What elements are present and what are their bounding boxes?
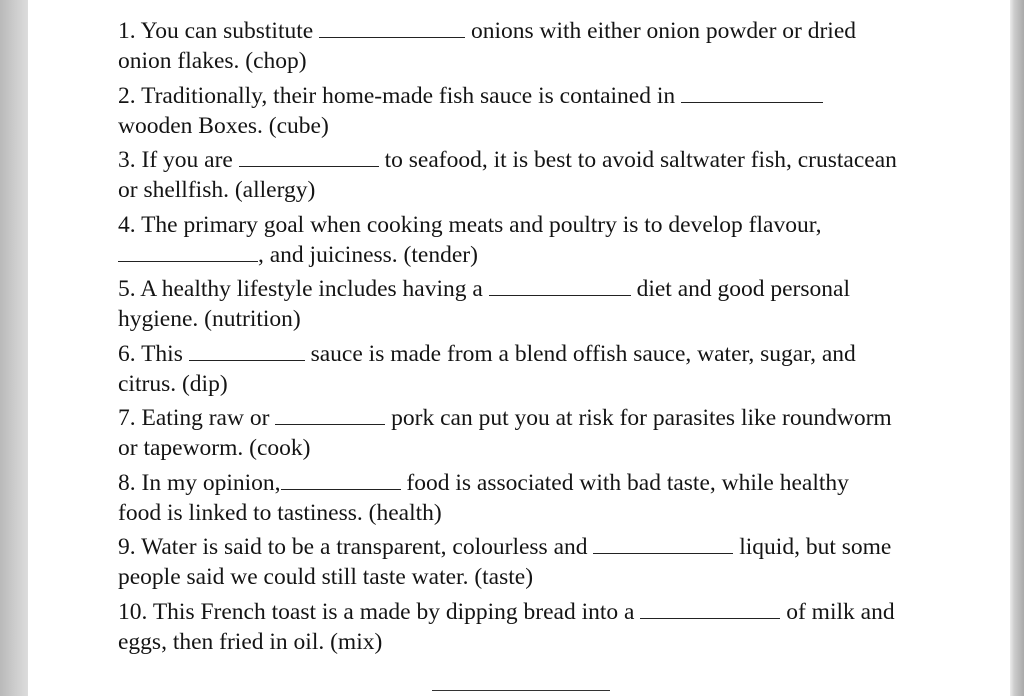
question-6	[118, 339, 988, 399]
question-9-line-1	[118, 532, 988, 562]
question-1-line-2	[118, 46, 988, 76]
question-text: 8. In my opinion,	[118, 469, 281, 496]
question-7	[118, 403, 988, 463]
question-text: onion flakes. (chop)	[118, 48, 307, 74]
answer-blank[interactable]	[275, 406, 385, 425]
question-text: hygiene. (nutrition)	[118, 306, 301, 332]
question-text: people said we could still taste water. (taste)	[118, 564, 534, 590]
answer-blank[interactable]	[489, 277, 631, 296]
question-4	[118, 210, 988, 270]
question-3-line-1	[118, 145, 988, 175]
question-10-line-1	[118, 597, 988, 627]
question-text: 9. Water is said to be a transparent, colourless and	[118, 534, 594, 560]
question-text: diet and good personal	[630, 276, 850, 302]
question-2	[118, 81, 988, 141]
question-3-line-2	[118, 175, 988, 205]
question-text: food is associated with bad taste, while healthy	[400, 469, 849, 496]
answer-blank[interactable]	[118, 243, 258, 262]
question-5-line-2	[118, 304, 988, 334]
question-7-line-1	[118, 403, 988, 433]
question-9	[118, 532, 988, 592]
question-text: 3. If you are	[118, 147, 239, 173]
answer-blank[interactable]	[681, 84, 823, 103]
question-text: 7. Eating raw or	[118, 405, 276, 431]
question-9-line-2	[118, 562, 988, 592]
answer-blank[interactable]	[640, 600, 780, 619]
page-left-edge-shadow	[0, 0, 28, 696]
question-text: , and juiciness. (tender)	[258, 241, 478, 268]
question-text: or shellfish. (allergy)	[118, 177, 316, 203]
answer-blank[interactable]	[239, 148, 379, 167]
question-text: 6. This	[118, 340, 189, 367]
answer-blank[interactable]	[189, 342, 305, 361]
bottom-answer-line	[432, 690, 610, 691]
question-10-line-2	[118, 627, 988, 657]
question-text: 10. This French toast is a made by dipping bread into a	[118, 598, 641, 625]
answer-blank[interactable]	[593, 535, 733, 554]
question-text: eggs, then fried in oil. (mix)	[118, 628, 383, 655]
question-10	[118, 597, 988, 657]
question-text: of milk and	[780, 598, 895, 625]
question-8	[118, 468, 988, 528]
question-4-line-2	[118, 240, 988, 270]
question-text: onions with either onion powder or dried	[465, 18, 857, 44]
question-text: to seafood, it is best to avoid saltwater fish, crustacean	[378, 147, 897, 173]
question-text: citrus. (dip)	[118, 370, 228, 397]
question-3	[118, 145, 988, 205]
question-5-line-1	[118, 274, 988, 304]
question-text: 4. The primary goal when cooking meats and poultry is to develop flavour,	[118, 211, 822, 238]
question-1-line-1	[118, 16, 988, 46]
question-7-line-2	[118, 433, 988, 463]
question-text: 1. You can substitute	[118, 18, 320, 44]
page-right-edge-shadow	[1010, 0, 1024, 696]
question-text: food is linked to tastiness. (health)	[118, 499, 442, 526]
answer-blank[interactable]	[319, 19, 465, 38]
question-text: liquid, but some	[733, 534, 892, 560]
question-4-line-1	[118, 210, 988, 240]
question-1	[118, 16, 988, 76]
question-text: sauce is made from a blend offish sauce, water, sugar, and	[304, 340, 856, 367]
question-6-line-2	[118, 369, 988, 399]
fill-in-the-blank-exercise	[118, 16, 988, 661]
question-text: 2. Traditionally, their home-made fish sauce is contained in	[118, 82, 682, 109]
question-text: wooden Boxes. (cube)	[118, 112, 329, 139]
question-2-line-1	[118, 81, 988, 111]
question-8-line-2	[118, 498, 988, 528]
question-6-line-1	[118, 339, 988, 369]
question-text: 5. A healthy lifestyle includes having a	[118, 276, 489, 302]
question-text: or tapeworm. (cook)	[118, 435, 311, 461]
question-8-line-1	[118, 468, 988, 498]
question-5	[118, 274, 988, 334]
question-text: pork can put you at risk for parasites like roundworm	[385, 405, 892, 431]
answer-blank[interactable]	[281, 471, 401, 490]
question-2-line-2	[118, 111, 988, 141]
